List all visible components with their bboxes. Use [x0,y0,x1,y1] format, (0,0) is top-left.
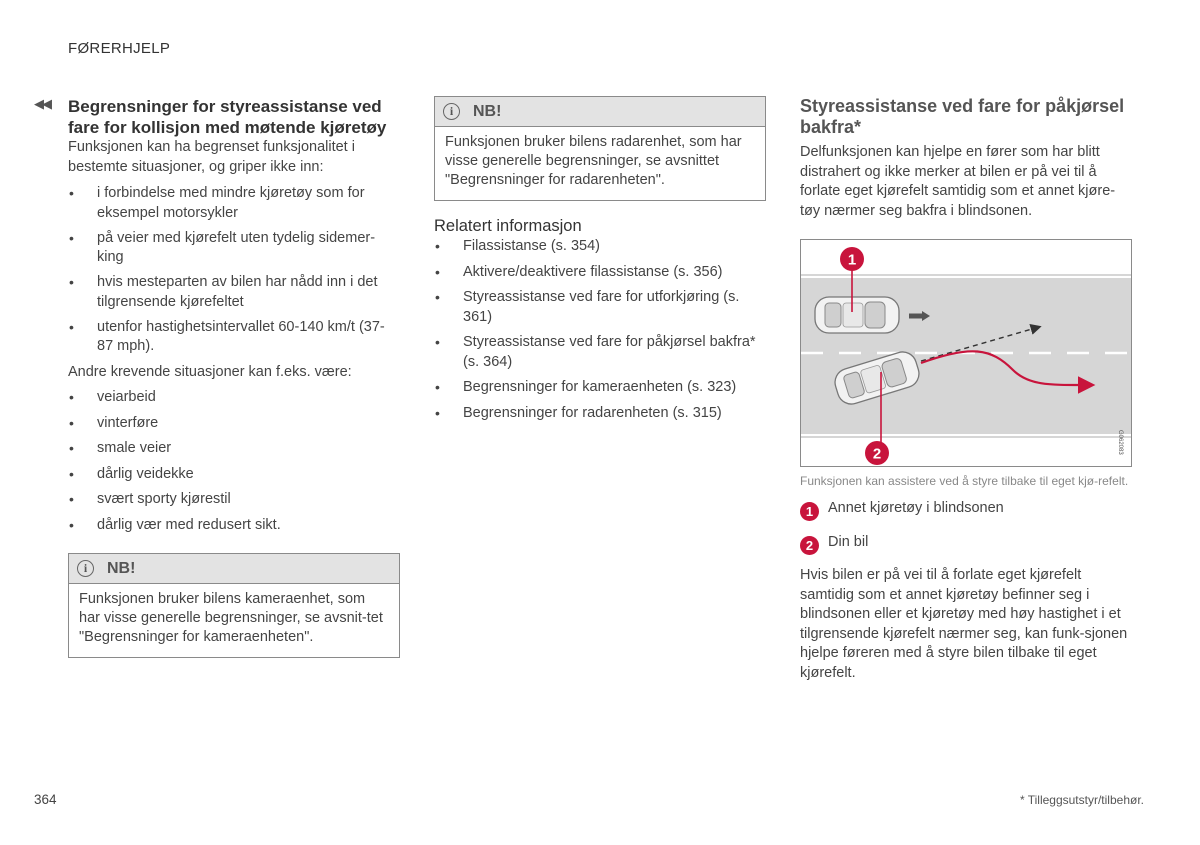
note-title: NB! [107,559,136,577]
callout-number-2: 2 [872,445,882,463]
lane-assist-illustration [800,239,1132,467]
page-number: 364 [34,792,57,807]
list-item: • smale veier [68,439,400,459]
section-header: FØRERHJELP [68,40,171,57]
list-item: • veiarbeid [68,388,400,408]
note-body: Funksjonen bruker bilens kameraenhet, som har visse generelle begrensninger, se avsnit-tet "Begrensninger for kameraenheten". [79,591,383,645]
situation-list [68,388,400,535]
column-1 [68,96,400,658]
related-link[interactable]: • Styreassistanse ved fare for utforkjøring (s. 361) [434,288,766,327]
related-info-title: Relatert informasjon [434,217,582,235]
list-item: • vinterføre [68,414,400,434]
related-link[interactable]: • Styreassistanse ved fare for påkjørsel bakfra* (s. 364) [434,333,766,372]
legend-item-1 [800,500,1134,521]
image-code: G062083 [1117,430,1123,455]
related-link[interactable]: • Filassistanse (s. 354) [434,237,766,257]
list-item: • i forbindelse med mindre kjøretøy som for eksempel motorsykler [68,184,400,223]
legend-item-2 [800,534,1134,555]
info-icon: i [443,103,460,120]
section-heading: Begrensninger for styreassistanse ved fare for kollisjon med møtende kjøretøy [68,97,387,137]
figure-caption: Funksjonen kan assistere ved å styre tilbake til eget kjø-refelt. [800,474,1129,488]
related-link[interactable]: • Begrensninger for radarenheten (s. 315) [434,404,766,424]
note-header [69,554,399,584]
list-item: • svært sporty kjørestil [68,490,400,510]
note-body: Funksjonen bruker bilens radarenhet, som har visse generelle begrensninger, se avsnittet "Begrensninger for radarenheten". [445,134,742,188]
list-item: • utenfor hastighetsintervallet 60-140 km/t (37-87 mph). [68,318,400,357]
list-item: • dårlig veidekke [68,465,400,485]
intro-text: Funksjonen kan ha begrenset funksjonalitet i bestemte situasjoner, og griper ikke inn: [68,139,355,175]
list-item: • dårlig vær med redusert sikt. [68,516,400,536]
list-item: • på veier med kjørefelt uten tydelig sidemer-king [68,229,400,268]
callout-number-1: 1 [847,251,857,269]
road-diagram [801,240,1132,467]
list-item: • hvis mesteparten av bilen har nådd inn i det tilgrensende kjørefeltet [68,273,400,312]
related-link[interactable]: • Begrensninger for kameraenheten (s. 323) [434,378,766,398]
legend-text: Annet kjøretøy i blindsonen [828,500,1004,516]
column-2 [434,96,766,423]
section-heading: Styreassistanse ved fare for påkjørsel bakfra* [800,96,1125,137]
footnote: * Tilleggsutstyr/tilbehør. [1019,793,1144,807]
other-situations-intro: Andre krevende situasjoner kan f.eks. være: [68,363,352,380]
note-box [434,96,766,201]
legend-badge: 2 [800,536,819,555]
column-3 [800,96,1134,683]
note-box [68,553,400,658]
related-links-list [434,237,766,423]
note-title: NB! [473,102,502,120]
limitation-list [68,184,400,357]
legend-badge: 1 [800,502,819,521]
related-link[interactable]: • Aktivere/deaktivere filassistanse (s. 356) [434,263,766,283]
note-header [435,97,765,127]
body-text: Hvis bilen er på vei til å forlate eget kjørefelt samtidig som et annet kjøretøy befinner seg i blindsonen eller et kjøretøy med høy hastighet i et tilgrensende kjørefelt nærmer seg, kan funk-sjonen hjelpe føreren med å styre bilen tilbake til eget kjørefelt. [800,567,1128,681]
other-car-icon [815,297,899,333]
info-icon: i [77,560,94,577]
back-arrow-icon[interactable]: ◀◀ [34,96,50,111]
legend-text: Din bil [828,534,869,550]
intro-text: Delfunksjonen kan hjelpe en fører som har blitt distrahert og ikke merker at bilen er på vei til å forlate eget kjørefelt samtidig som et annet kjøre-tøy nærmer seg bakfra i blindsonen. [800,144,1116,219]
